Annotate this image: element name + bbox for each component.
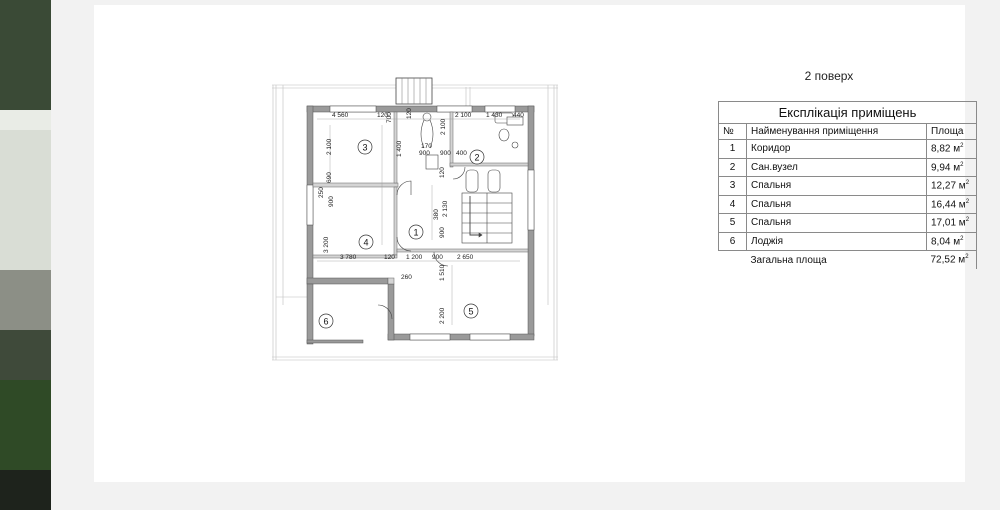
- dim-text: 2 200: [439, 307, 446, 324]
- dim-text: 3 780: [340, 254, 357, 261]
- total-area: 72,52 м: [930, 254, 966, 266]
- dim-text: 2 100: [455, 112, 472, 119]
- table-row: 5 Спальня 17,01 $м^2$: [719, 214, 977, 233]
- dim-text: 4 560: [332, 112, 349, 119]
- dim-text: 380: [433, 209, 440, 220]
- table-row: 1 Коридор 8,82 $м^2$: [719, 140, 977, 159]
- table-row: 2 Сан.вузел 9,94 $м^2$: [719, 158, 977, 177]
- dim-text: 900: [440, 150, 451, 157]
- dim-text: 700: [386, 112, 393, 123]
- background-photo-strip: [0, 0, 51, 510]
- floor-plan: [270, 75, 560, 365]
- explication-table: [718, 101, 977, 269]
- table-row: 4 Спальня 16,44 $м^2$: [719, 195, 977, 214]
- dim-text: 260: [401, 274, 412, 281]
- room-number-1: 1: [413, 227, 419, 238]
- dim-text: 120: [406, 108, 413, 119]
- room-number-6: 6: [323, 316, 329, 327]
- dim-text: 120: [439, 167, 446, 178]
- dim-text: 900: [328, 196, 335, 207]
- explication-title: Експлікація приміщень: [719, 102, 977, 124]
- dim-text: 120: [377, 112, 388, 119]
- room-number-2: 2: [474, 152, 480, 163]
- col-area: Площа: [927, 124, 977, 140]
- total-label: Загальна площа: [747, 251, 927, 270]
- dim-text: 900: [419, 150, 430, 157]
- col-num: №: [719, 124, 747, 140]
- dim-text: 2 100: [326, 138, 333, 155]
- dim-text: 400: [456, 150, 467, 157]
- dim-text: 250: [318, 187, 325, 198]
- dim-text: 1 200: [406, 254, 423, 261]
- dim-text: 900: [432, 254, 443, 261]
- room-number-3: 3: [362, 142, 368, 153]
- drawing-sheet: [94, 5, 970, 482]
- dim-text: 2 650: [457, 254, 474, 261]
- room-number-5: 5: [468, 306, 474, 317]
- dim-text: 690: [326, 172, 333, 183]
- floor-plan-drawing: [270, 75, 560, 365]
- room-number-4: 4: [363, 237, 369, 248]
- dim-text: 440: [513, 112, 524, 119]
- floor-title: 2 поверх: [804, 69, 854, 83]
- dim-text: 1 510: [439, 264, 446, 281]
- table-row: 6 Лоджія 8,04 $м^2$: [719, 232, 977, 251]
- dim-text: 1 400: [396, 140, 403, 157]
- dim-text: 3 200: [323, 236, 330, 253]
- dim-text: 2 130: [442, 200, 449, 217]
- total-row: Загальна площа 72,52 $м^2$: [719, 251, 977, 270]
- col-name: Найменування приміщення: [747, 124, 927, 140]
- document-canvas: [51, 0, 1000, 510]
- table-row: 3 Спальня 12,27 $м^2$: [719, 177, 977, 196]
- dim-text: 1 430: [486, 112, 503, 119]
- dim-text: 900: [439, 227, 446, 238]
- dim-text: 120: [384, 254, 395, 261]
- dim-text: 2 100: [440, 118, 447, 135]
- dim-text: 170: [421, 143, 432, 150]
